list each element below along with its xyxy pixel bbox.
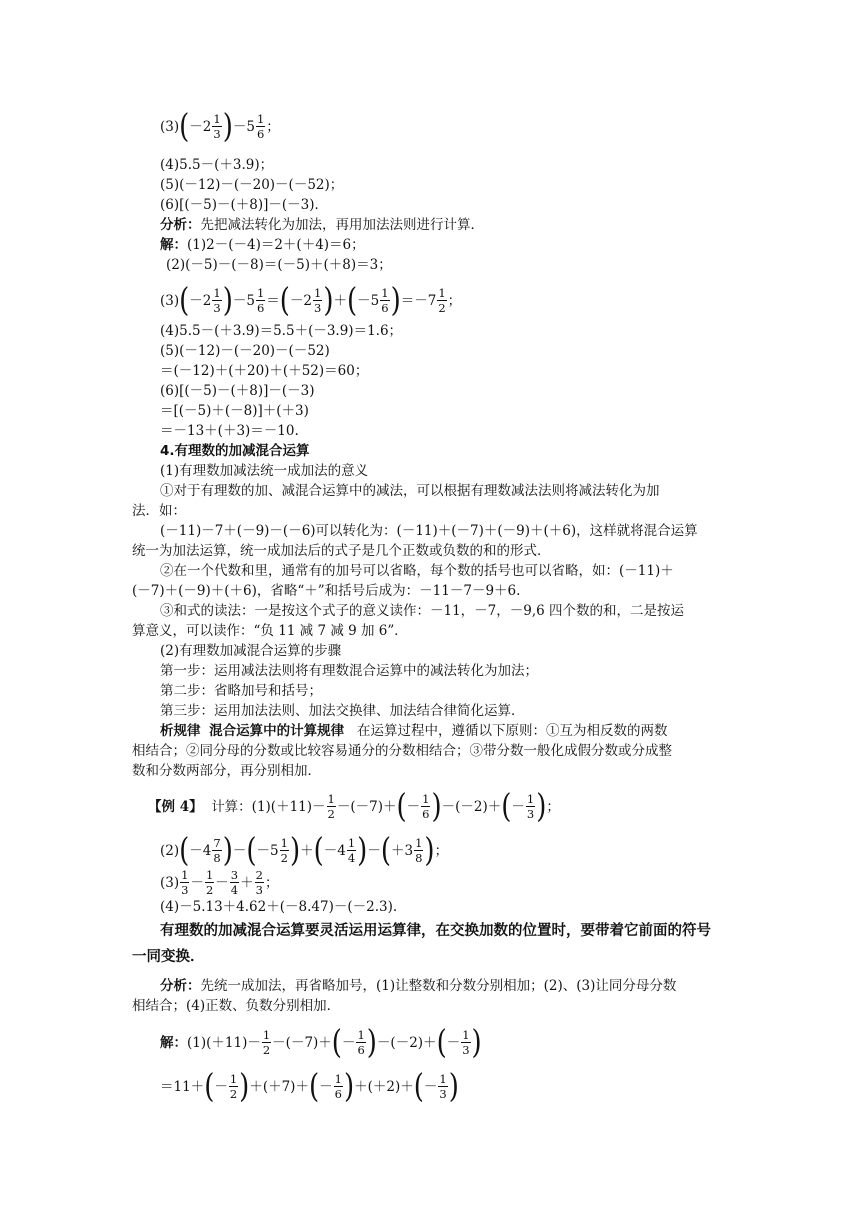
analysis-2a: 分析：先统一成加法，再省略加号，(1)让整数和分数分别相加；(2)、(3)让同分母分数 bbox=[160, 978, 677, 994]
paragraph-1a: ①对于有理数的加、减混合运算中的减法，可以根据有理数减法法则将减法转化为加 bbox=[160, 483, 660, 499]
solution-ex4-line-2: ＝11＋ ( － $\frac{1}{2}$ ) ＋(＋7)＋ ( － $\frac{1}{6}$ ) ＋(＋2)＋ ( － $\frac{1}{3}$ ) bbox=[160, 1067, 459, 1106]
problem-5: (5)(－12)－(－20)－(－52)； bbox=[160, 177, 344, 193]
analysis-1 bbox=[160, 215, 484, 235]
section-heading-4: 4.有理数的加减混合运算 bbox=[160, 443, 310, 459]
rule-line-b: 相结合；②同分母的分数或比较容易通分的分数相结合；③带分数一般化成假分数或分成整 bbox=[132, 743, 672, 759]
solution-5a: (5)(－12)－(－20)－(－52) bbox=[160, 343, 330, 359]
analysis-text: 先把减法转化为加法，再用加法法则进行计算． bbox=[200, 217, 484, 233]
paragraph-3a: ②在一个代数和里，通常有的加号可以省略，每个数的括号也可以省略，如：(－11)＋ bbox=[160, 563, 674, 579]
solution-5b: ＝(－12)＋(＋20)＋(＋52)＝60； bbox=[160, 363, 369, 379]
solution-4: (4)5.5－(＋3.9)＝5.5＋(－3.9)＝1.6； bbox=[160, 323, 403, 339]
step-2: 第二步：省略加号和括号； bbox=[160, 683, 322, 699]
analysis-2-label: 分析： bbox=[160, 978, 201, 994]
solution-6c: ＝－13＋(＋3)＝－10. bbox=[160, 423, 299, 439]
solution-2-label: 解： bbox=[160, 1034, 187, 1051]
paragraph-4a: ③和式的读法：一是按这个式子的意义读作：－11，－7，－9,6 四个数的和，二是按运 bbox=[160, 603, 685, 619]
rule-label: 析规律 bbox=[160, 723, 201, 739]
subheading-2: (2)有理数加减混合运算的步骤 bbox=[160, 643, 342, 659]
step-1: 第一步：运用减法法则将有理数混合运算中的减法转化为加法； bbox=[160, 663, 538, 679]
rule-line-a: 析规律 混合运算中的计算规律 在运算过程中，遵循以下原则：①互为相反数的两数 bbox=[160, 723, 668, 739]
paragraph-3b: (－7)＋(－9)＋(＋6)，省略“＋”和括号后成为：－11－7－9＋6. bbox=[132, 583, 521, 599]
tip-line-a: 有理数的加减混合运算要灵活运用运算律，在交换加数的位置时，要带着它前面的符号 bbox=[160, 923, 711, 939]
solution-6a: (6)[(－5)－(＋8)]－(－3) bbox=[160, 383, 315, 399]
analysis-label: 分析： bbox=[160, 217, 201, 233]
paragraph-2a: (－11)－7＋(－9)－(－6)可以转化为：(－11)＋(－7)＋(－9)＋(＋6)，这样就将混合运算 bbox=[160, 523, 698, 539]
solution-3: (3) ( －2 $\frac{1}{3}$ ) －5 $\frac{1}{6}$ ＝ ( －2 $\frac{1}{3}$ ) ＋ ( －5 $\frac{1}{6}$ ) ＝－7 $\frac{1}{2}$ ； bbox=[160, 281, 462, 320]
problem-3: (3) ( －2 $\frac{1}{3}$ ) －5 $\frac{1}{6}$ ； bbox=[160, 107, 280, 146]
solution-ex4-line-1: 解： (1)(＋11)－ $\frac{1}{2}$ －(－7)＋ ( － $\frac{1}{6}$ ) －(－2)＋ ( － $\frac{1}{3}$ ) bbox=[160, 1023, 482, 1062]
paragraph-2b: 统一为加法运算，统一成加法后的式子是几个正数或负数的和的形式． bbox=[132, 543, 551, 559]
example-4-line-4: (4)－5.13＋4.62＋(－8.47)－(－2.3). bbox=[160, 899, 398, 915]
problem-6: (6)[(－5)－(＋8)]－(－3)． bbox=[160, 197, 329, 213]
subheading-1: (1)有理数加减法统一成加法的意义 bbox=[160, 463, 369, 479]
analysis-2b: 相结合；(4)正数、负数分别相加． bbox=[132, 998, 341, 1014]
solution-1: 解：(1)2－(－4)＝2＋(＋4)＝6； bbox=[160, 237, 365, 253]
solution-2: (2)(－5)－(－8)＝(－5)＋(＋8)＝3； bbox=[166, 257, 392, 273]
example-4-label: 【例 4】 bbox=[148, 798, 203, 815]
tip-line-b: 一同变换． bbox=[132, 949, 205, 965]
rule-title: 混合运算中的计算规律 bbox=[209, 723, 345, 739]
example-4-line-2: (2) ( －4 $\frac{7}{8}$ ) － ( －5 $\frac{1}{2}$ ) ＋ ( －4 $\frac{1}{4}$ ) － ( ＋3 $\frac{1}{8}$ ) ； bbox=[160, 831, 449, 870]
solution-label: 解： bbox=[160, 237, 187, 253]
paragraph-1b: 法．如： bbox=[132, 503, 186, 519]
paragraph-4b: 算意义，可以读作：“负 11 减 7 减 9 加 6”． bbox=[132, 623, 408, 639]
step-3: 第三步：运用加法法则、加法交换律、加法结合律简化运算． bbox=[160, 703, 525, 719]
solution-6b: ＝[(－5)＋(－8)]＋(＋3) bbox=[160, 403, 309, 419]
example-4-line-1: 【例 4】 计算：(1)(＋11)－ $\frac{1}{2}$ －(－7)＋ ( － $\frac{1}{6}$ ) －(－2)＋ ( － $\frac{1}{3}$ ) ； bbox=[148, 787, 560, 826]
rule-line-c: 数和分数两部分，再分别相加． bbox=[132, 763, 321, 779]
problem-4: (4)5.5－(＋3.9)； bbox=[160, 157, 274, 173]
example-4-line-3: (3) $\frac{1}{3}$ － $\frac{1}{2}$ － $\frac{3}{4}$ ＋ $\frac{2}{3}$ ； bbox=[160, 868, 279, 897]
